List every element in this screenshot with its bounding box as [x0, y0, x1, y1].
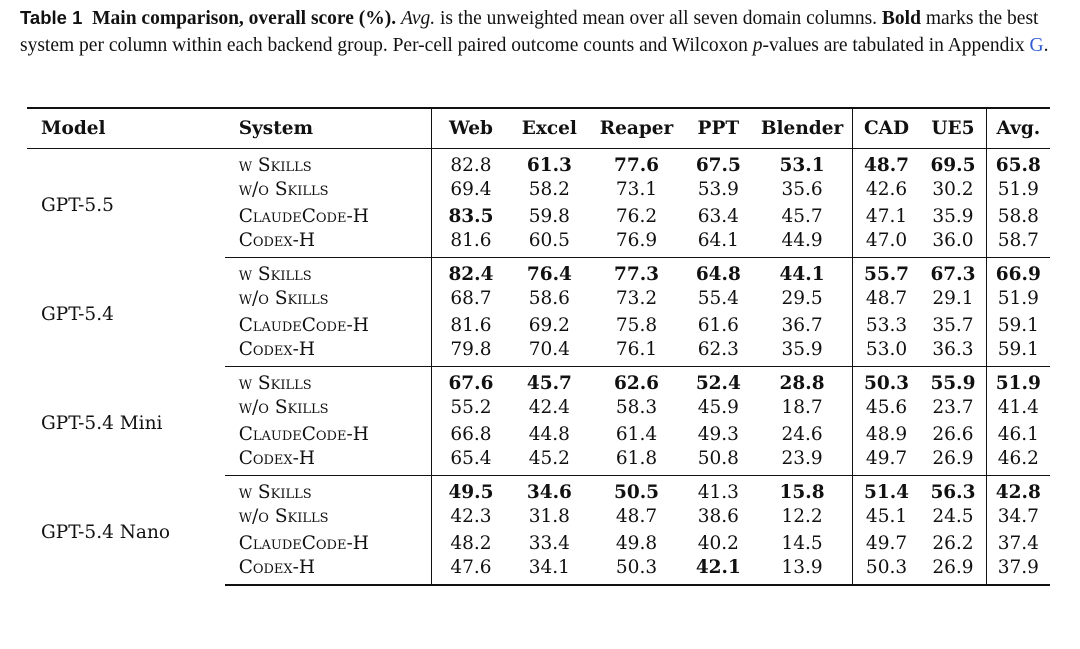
score-cell: 50.5: [613, 481, 660, 503]
score-cell: 55.4: [697, 287, 739, 309]
caption-p-word: p: [752, 34, 763, 56]
score-cell: 73.1: [615, 178, 658, 200]
score-cell: 76.9: [589, 230, 685, 258]
score-cell: 29.5: [781, 287, 823, 309]
score-cell: 76.2: [615, 205, 658, 227]
model-name: GPT-5.4 Nano: [41, 522, 171, 544]
score-cell: 24.5: [932, 505, 974, 527]
score-cell: 64.1: [684, 230, 752, 258]
score-cell: 73.2: [615, 287, 658, 309]
system-name: w/o Skills: [238, 396, 329, 418]
score-cell: 44.1: [779, 263, 825, 285]
score-cell: 67.3: [930, 263, 976, 285]
score-cell: 36.0: [920, 230, 986, 258]
score-cell: 53.3: [852, 312, 920, 339]
score-cell: 46.1: [986, 421, 1050, 448]
model-group: [27, 148, 1050, 257]
score-cell: 63.4: [697, 205, 739, 227]
score-cell: 47.6: [431, 557, 510, 585]
system-name: w/o Skills: [238, 287, 329, 309]
score-cell: 65.8: [986, 148, 1050, 176]
score-cell: 69.4: [431, 176, 510, 203]
score-cell: 48.7: [852, 148, 920, 176]
header-avg: Avg.: [986, 108, 1050, 148]
score-cell: 66.8: [431, 421, 510, 448]
system-name: w Skills: [238, 481, 312, 503]
table-header-row: [27, 108, 1050, 148]
score-cell: 55.7: [852, 257, 920, 285]
score-cell: 48.2: [431, 530, 510, 557]
score-cell: 26.9: [920, 448, 986, 476]
score-cell: 51.4: [852, 475, 920, 503]
score-cell: 53.0: [852, 339, 920, 367]
score-cell: 28.8: [779, 372, 825, 394]
score-cell: 30.2: [932, 178, 974, 200]
score-cell: 48.7: [615, 505, 658, 527]
score-cell: 58.8: [986, 203, 1050, 230]
header-model: Model: [27, 108, 225, 148]
table-row: [27, 148, 1050, 176]
score-cell: 81.6: [431, 230, 510, 258]
score-cell: 37.9: [986, 557, 1050, 585]
score-cell: 42.1: [684, 557, 752, 585]
score-cell: 49.8: [615, 532, 658, 554]
caption-label: Table 1: [20, 7, 83, 28]
system-name: ClaudeCode-H: [238, 205, 369, 227]
score-cell: 45.6: [852, 394, 920, 421]
score-cell: 14.5: [781, 532, 823, 554]
score-cell: 24.6: [781, 423, 823, 445]
score-cell: 66.9: [986, 257, 1050, 285]
score-cell: 42.8: [986, 475, 1050, 503]
score-cell: 40.2: [697, 532, 739, 554]
header-system: System: [225, 108, 432, 148]
score-cell: 76.1: [589, 339, 685, 367]
score-cell: 15.8: [779, 481, 825, 503]
score-cell: 67.6: [431, 366, 510, 394]
header-reaper: Reaper: [589, 108, 685, 148]
system-name: w/o Skills: [238, 178, 329, 200]
system-name: w Skills: [238, 372, 312, 394]
header-ppt: PPT: [684, 108, 752, 148]
score-cell: 35.7: [932, 314, 974, 336]
caption-text-1: is the unweighted mean over all seven domain columns.: [440, 8, 878, 29]
table-row: [27, 257, 1050, 285]
score-cell: 83.5: [431, 203, 510, 230]
score-cell: 26.6: [932, 423, 974, 445]
table-row: [27, 475, 1050, 503]
score-cell: 58.3: [615, 396, 658, 418]
score-cell: 56.3: [930, 481, 976, 503]
score-cell: 42.3: [431, 503, 510, 530]
score-cell: 42.4: [528, 396, 570, 418]
system-name: w Skills: [238, 154, 312, 176]
score-cell: 77.3: [613, 263, 660, 285]
score-cell: 50.3: [852, 366, 920, 394]
score-cell: 50.3: [589, 557, 685, 585]
score-cell: 69.5: [930, 154, 976, 176]
score-cell: 64.8: [695, 263, 741, 285]
header-excel: Excel: [510, 108, 589, 148]
score-cell: 36.7: [781, 314, 823, 336]
score-cell: 51.9: [986, 285, 1050, 312]
header-cad: CAD: [852, 108, 920, 148]
score-cell: 53.1: [779, 154, 825, 176]
score-cell: 55.2: [431, 394, 510, 421]
header-ue5: UE5: [920, 108, 986, 148]
system-name: Codex-H: [225, 339, 432, 367]
system-name: ClaudeCode-H: [238, 423, 369, 445]
score-cell: 55.9: [930, 372, 976, 394]
comparison-table: [27, 107, 1050, 586]
score-cell: 60.5: [510, 230, 589, 258]
score-cell: 45.7: [526, 372, 572, 394]
score-cell: 29.1: [932, 287, 974, 309]
score-cell: 47.0: [852, 230, 920, 258]
score-cell: 37.4: [986, 530, 1050, 557]
score-cell: 35.9: [752, 339, 852, 367]
score-cell: 41.4: [986, 394, 1050, 421]
score-cell: 12.2: [781, 505, 823, 527]
score-cell: 49.7: [852, 530, 920, 557]
score-cell: 59.1: [986, 339, 1050, 367]
system-name: Codex-H: [225, 448, 432, 476]
score-cell: 50.8: [684, 448, 752, 476]
score-cell: 34.1: [510, 557, 589, 585]
score-cell: 62.6: [613, 372, 660, 394]
score-cell: 33.4: [528, 532, 570, 554]
score-cell: 59.8: [528, 205, 570, 227]
caption-avg-word: Avg.: [401, 8, 436, 29]
score-cell: 61.3: [526, 154, 572, 176]
score-cell: 34.6: [526, 481, 572, 503]
system-name: Codex-H: [225, 557, 432, 585]
score-cell: 58.6: [528, 287, 570, 309]
score-cell: 77.6: [613, 154, 660, 176]
score-cell: 61.6: [697, 314, 739, 336]
model-name: GPT-5.4 Mini: [41, 413, 163, 434]
score-cell: 62.3: [684, 339, 752, 367]
score-cell: 79.8: [431, 339, 510, 367]
score-cell: 23.9: [752, 448, 852, 476]
score-cell: 38.6: [697, 505, 739, 527]
score-cell: 61.8: [589, 448, 685, 476]
score-cell: 59.1: [986, 312, 1050, 339]
score-cell: 76.4: [526, 263, 572, 285]
score-cell: 51.9: [986, 176, 1050, 203]
score-cell: 49.7: [852, 448, 920, 476]
model-group: [27, 257, 1050, 366]
score-cell: 46.2: [986, 448, 1050, 476]
score-cell: 53.9: [697, 178, 739, 200]
caption-title: Main comparison, overall score (%).: [92, 8, 397, 29]
score-cell: 42.6: [852, 176, 920, 203]
score-cell: 67.5: [695, 154, 741, 176]
score-cell: 50.3: [852, 557, 920, 585]
score-cell: 82.8: [431, 148, 510, 176]
system-name: ClaudeCode-H: [238, 532, 369, 554]
score-cell: 45.1: [852, 503, 920, 530]
score-cell: 48.9: [852, 421, 920, 448]
model-name: GPT-5.4: [41, 304, 114, 325]
score-cell: 44.8: [528, 423, 570, 445]
system-name: ClaudeCode-H: [238, 314, 369, 336]
system-name: Codex-H: [225, 230, 432, 258]
score-cell: 58.7: [986, 230, 1050, 258]
score-cell: 45.7: [781, 205, 823, 227]
score-cell: 45.9: [697, 396, 739, 418]
score-cell: 13.9: [752, 557, 852, 585]
score-cell: 61.4: [615, 423, 658, 445]
score-cell: 58.2: [528, 178, 570, 200]
table-row: [27, 366, 1050, 394]
score-cell: 34.7: [986, 503, 1050, 530]
score-cell: 26.9: [920, 557, 986, 585]
score-cell: 68.7: [431, 285, 510, 312]
header-blender: Blender: [752, 108, 852, 148]
score-cell: 45.2: [510, 448, 589, 476]
caption-text-3: -values are tabulated in Appendix: [762, 34, 1025, 56]
model-group: [27, 366, 1050, 475]
score-cell: 44.9: [752, 230, 852, 258]
score-cell: 52.4: [695, 372, 741, 394]
score-cell: 35.9: [932, 205, 974, 227]
appendix-link[interactable]: G: [1029, 34, 1044, 56]
score-cell: 70.4: [510, 339, 589, 367]
score-cell: 23.7: [932, 396, 974, 418]
score-cell: 35.6: [781, 178, 823, 200]
score-cell: 49.5: [431, 475, 510, 503]
caption-text-2: marks the best system per column within each backend group. Per-cell paired outcome counts and Wilcoxon: [20, 8, 1039, 56]
header-web: Web: [431, 108, 510, 148]
table-caption: [20, 5, 1070, 59]
score-cell: 49.3: [697, 423, 739, 445]
score-cell: 75.8: [615, 314, 658, 336]
score-cell: 36.3: [920, 339, 986, 367]
caption-bold-word: Bold: [881, 8, 921, 29]
caption-end: .: [1043, 34, 1049, 56]
model-group: [27, 475, 1050, 585]
score-cell: 26.2: [932, 532, 974, 554]
score-cell: 31.8: [528, 505, 570, 527]
score-cell: 65.4: [431, 448, 510, 476]
score-cell: 47.1: [852, 203, 920, 230]
score-cell: 81.6: [431, 312, 510, 339]
model-name: GPT-5.5: [41, 195, 114, 217]
score-cell: 69.2: [528, 314, 570, 336]
score-cell: 82.4: [431, 257, 510, 285]
system-name: w Skills: [238, 263, 312, 285]
score-cell: 51.9: [986, 366, 1050, 394]
score-cell: 48.7: [852, 285, 920, 312]
score-cell: 18.7: [781, 396, 823, 418]
system-name: w/o Skills: [238, 505, 329, 527]
score-cell: 41.3: [697, 481, 739, 503]
